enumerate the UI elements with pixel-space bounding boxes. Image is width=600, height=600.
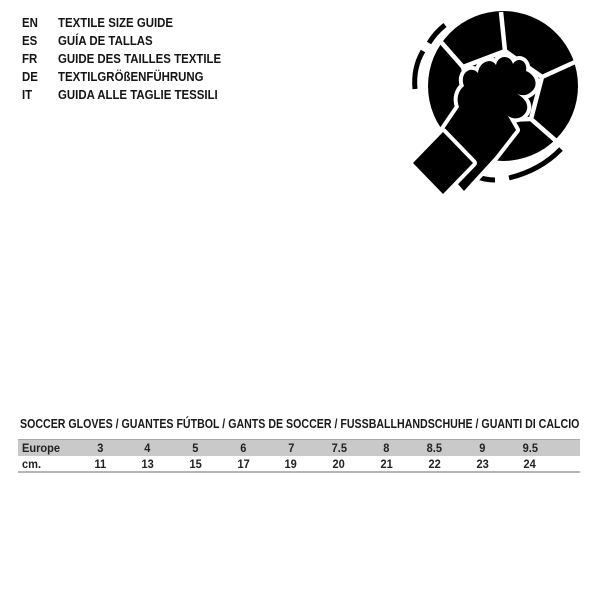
language-row-en (22, 13, 243, 31)
size-cell: 9.5 (522, 441, 538, 455)
language-code-de: DE (22, 68, 38, 84)
language-row-es (22, 31, 243, 49)
language-label-fr: GUIDE DES TAILLES TEXTILE (58, 50, 222, 66)
language-row-de (22, 67, 243, 85)
language-code-es: ES (22, 32, 38, 48)
glove-ball-icon-svg (402, 0, 584, 198)
size-cell: 11 (94, 456, 106, 471)
size-cell: 7 (288, 441, 295, 455)
size-cell: 19 (284, 456, 298, 471)
size-table (18, 439, 580, 473)
language-code-fr: FR (22, 50, 38, 66)
size-cell: 9 (479, 441, 486, 455)
size-cell: 15 (189, 456, 202, 471)
size-cell: 24 (523, 456, 537, 471)
size-cell: 23 (476, 456, 489, 471)
size-cell: 13 (141, 456, 154, 471)
size-cell: 7.5 (331, 441, 347, 455)
language-label-es: GUÍA DE TALLAS (58, 32, 153, 48)
language-size-guide-list (22, 13, 243, 103)
language-code-en: EN (22, 14, 38, 30)
size-cell: 17 (237, 456, 250, 471)
language-label-de: TEXTILGRÖßENFÜHRUNG (58, 68, 204, 84)
size-cell: 4 (144, 441, 151, 455)
size-cell: 3 (96, 441, 103, 455)
size-cell: 8 (383, 441, 390, 455)
size-table-row-cm (18, 456, 580, 473)
size-cell: 5 (192, 441, 199, 455)
goalkeeper-glove-soccer-ball-icon (402, 0, 584, 198)
language-label-en: TEXTILE SIZE GUIDE (58, 14, 174, 30)
language-row-it (22, 85, 243, 103)
size-cell: 20 (332, 456, 346, 471)
size-table-row-europe (18, 439, 580, 456)
language-label-it: GUIDA ALLE TAGLIE TESSILI (58, 86, 218, 102)
size-cell: 22 (428, 456, 441, 471)
size-table-title: SOCCER GLOVES / GUANTES FÚTBOL / GANTS DE SOCCER / FUSSBALLHANDSCHUHE / GUANTI DI CALCIO (20, 417, 580, 431)
language-code-it: IT (22, 86, 33, 102)
language-row-fr (22, 49, 243, 67)
size-cell: 21 (380, 456, 393, 471)
row-label-cm: cm. (22, 456, 42, 471)
size-cell: 8.5 (426, 441, 443, 455)
row-label-europe: Europe (22, 441, 61, 455)
size-cell: 6 (240, 441, 247, 455)
